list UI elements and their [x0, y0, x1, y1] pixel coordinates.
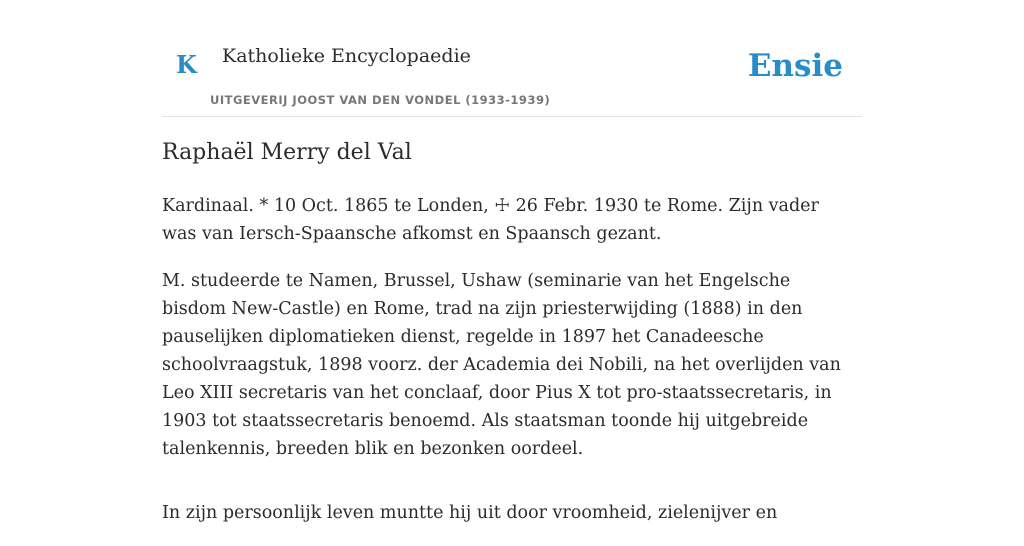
article-paragraph: Kardinaal. * 10 Oct. 1865 te Londen, ☩ 26 Febr. 1930 te Rome. Zijn vader was van Iersch-Spaansche afkomst en Spaansch gezant.	[162, 196, 819, 244]
encyclopedia-logo[interactable]: K	[176, 50, 197, 79]
publisher-subtitle: UITGEVERIJ JOOST VAN DEN VONDEL (1933-1939)	[210, 93, 551, 107]
article-paragraph: M. studeerde te Namen, Brussel, Ushaw (seminarie van het Engelsche bisdom New-Castle) en Rome, trad na zijn priesterwijding (1888) in den pauselijken diplomatieken dienst, regelde in 1897 het Canadeesche schoolvraagstuk, 1898 voorz. der Academia dei Nobili, na het overlijden van Leo XIII secretaris van het conclaaf, door Pius X tot pro-staatssecretaris, in 1903 tot staatssecretaris benoemd. Als staatsman toonde hij uitgebreide talenkennis, breeden blik en bezonken oordeel.	[162, 271, 841, 459]
site-header	[162, 0, 862, 117]
article-body	[162, 192, 852, 546]
article-title: Raphaël Merry del Val	[162, 140, 412, 165]
encyclopedia-title[interactable]: Katholieke Encyclopaedie	[222, 45, 471, 67]
article-paragraph: In zijn persoonlijk leven muntte hij uit door vroomheid, zielenijver en	[162, 503, 778, 523]
page	[162, 0, 862, 523]
ensie-logo[interactable]: Ensie	[747, 48, 843, 84]
